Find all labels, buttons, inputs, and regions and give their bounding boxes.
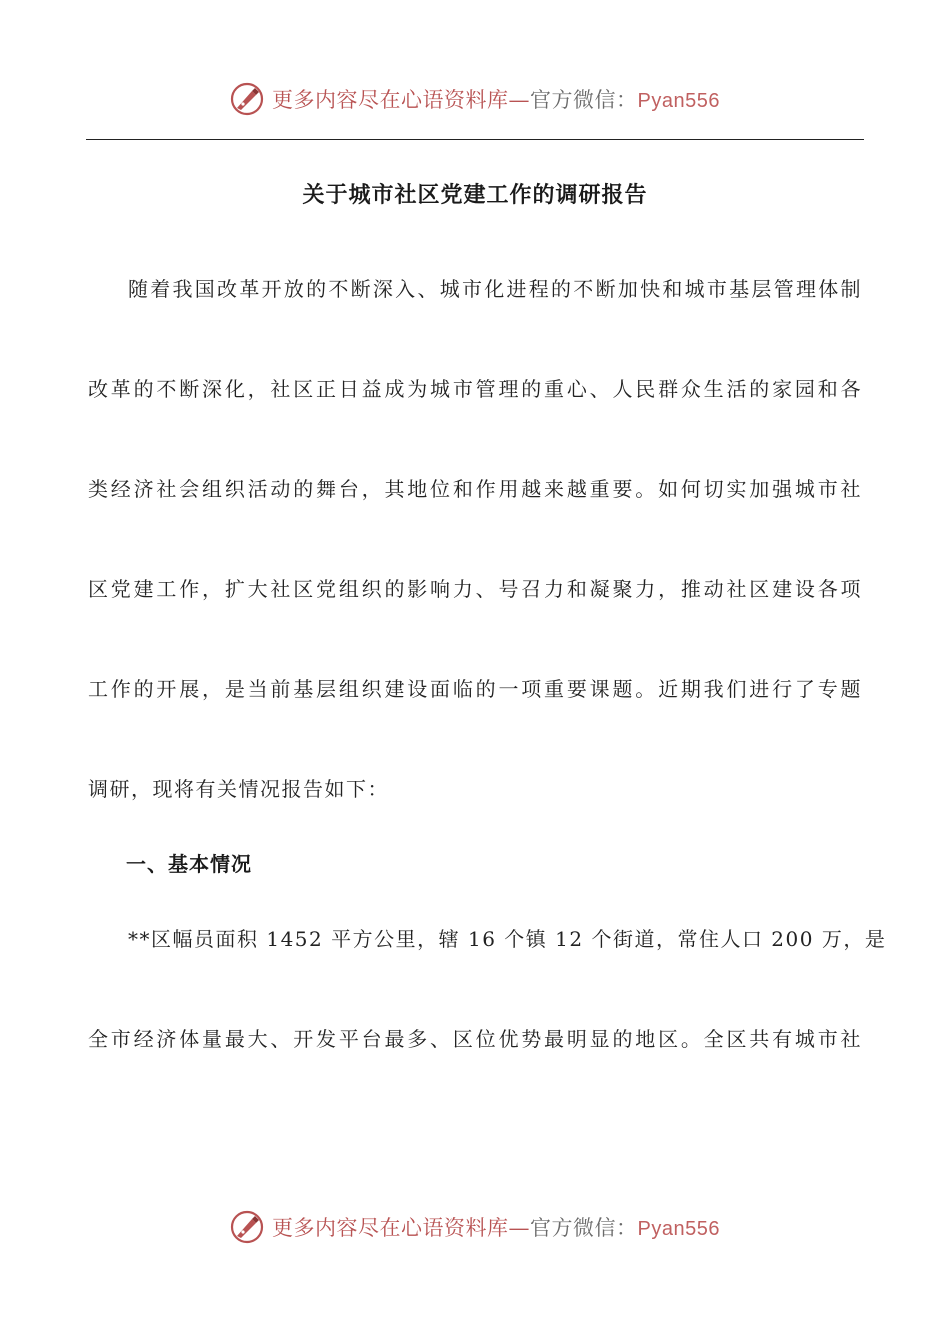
intro-line: 改革的不断深化，社区正日益成为城市管理的重心、人民群众生活的家园和各: [88, 377, 862, 401]
pen-nib-logo-icon: [230, 82, 264, 116]
pen-nib-logo-icon: [230, 1210, 264, 1244]
header-official-label: 官方微信：: [530, 88, 638, 112]
document-title: 关于城市社区党建工作的调研报告: [302, 183, 648, 208]
intro-line: 类经济社会组织活动的舞台，其地位和作用越来越重要。如何切实加强城市社: [88, 477, 862, 501]
footer-wechat-id: Pyan556: [637, 1218, 720, 1240]
footer-official-label: 官方微信：: [530, 1216, 638, 1240]
page-header-banner: [0, 82, 950, 116]
intro-line: 区党建工作，扩大社区党组织的影响力、号召力和凝聚力，推动社区建设各项: [88, 577, 862, 601]
intro-line: 工作的开展，是当前基层组织建设面临的一项重要课题。近期我们进行了专题: [88, 677, 862, 701]
intro-line: 调研，现将有关情况报告如下：: [88, 777, 389, 801]
footer-brand-text: 更多内容尽在心语资料库: [272, 1216, 509, 1240]
section-heading: 一、基本情况: [126, 852, 252, 876]
header-divider: [86, 139, 864, 140]
page-footer-banner: [0, 1210, 950, 1244]
header-brand-text: 更多内容尽在心语资料库: [272, 88, 509, 112]
header-separator: —: [508, 88, 531, 112]
footer-separator: —: [508, 1216, 531, 1240]
section1-line: **区幅员面积 1452 平方公里，辖 16 个镇 12 个街道，常住人口 200 万，是: [128, 927, 887, 951]
section1-line: 全市经济体量最大、开发平台最多、区位优势最明显的地区。全区共有城市社: [88, 1027, 862, 1051]
header-wechat-id: Pyan556: [637, 90, 720, 112]
intro-line: 随着我国改革开放的不断深入、城市化进程的不断加快和城市基层管理体制: [128, 277, 862, 301]
